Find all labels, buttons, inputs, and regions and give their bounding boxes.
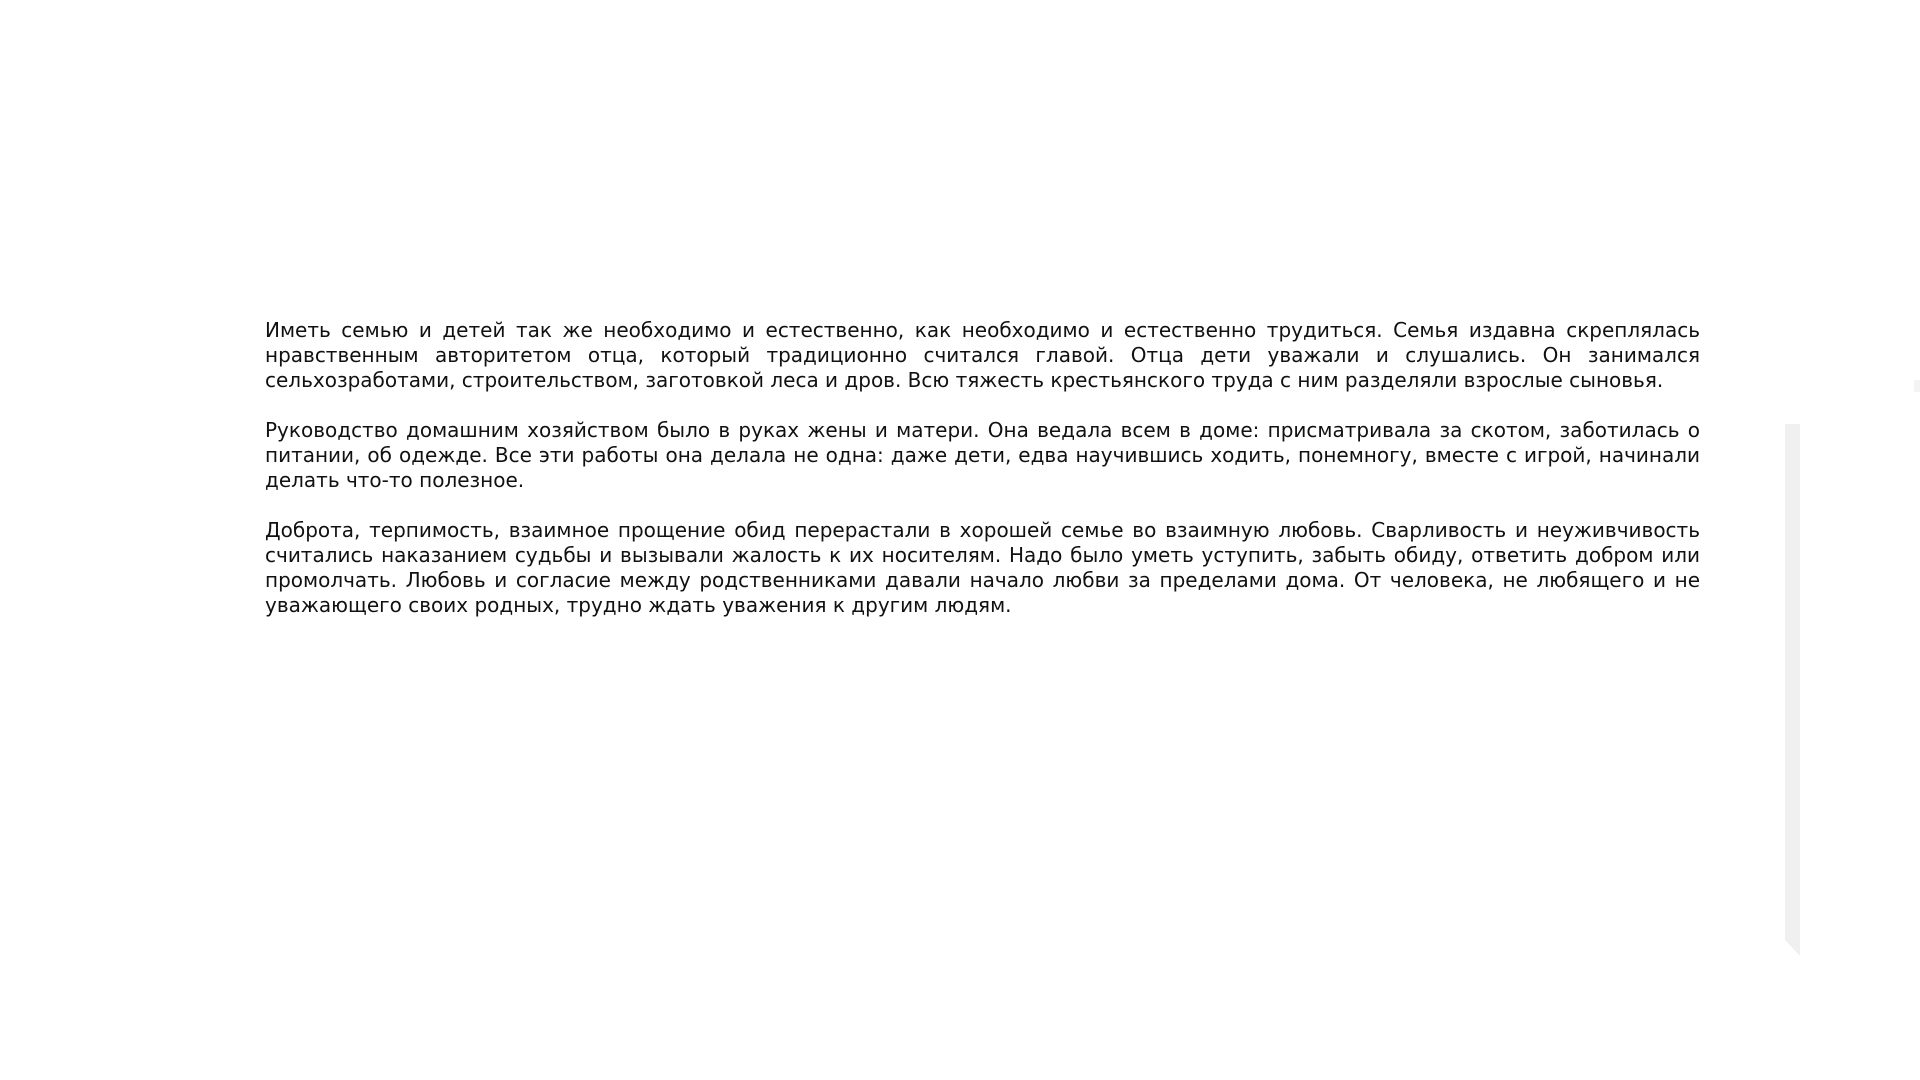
edge-artifact [1914, 380, 1920, 392]
paragraph-3: Доброта, терпимость, взаимное прощение обид перерастали в хорошей семье во взаимную любовь. Сварливость и неуживчивость считались наказанием судьбы и вызывали жалость к их носителям. Надо было уметь уступить, забыть обиду, ответить добром или промолчать. Любовь и согласие между родственниками давали начало любви за пределами дома. От человека, не любящего и не уважающего своих родных, трудно ждать уважения к другим людям. [265, 518, 1700, 617]
scrollbar-track[interactable] [1785, 424, 1800, 956]
document-body [265, 318, 1700, 643]
paragraph-2: Руководство домашним хозяйством было в руках жены и матери. Она ведала всем в доме: присматривала за скотом, заботилась о питании, об одежде. Все эти работы она делала не одна: даже дети, едва научившись ходить, понемногу, вместе с игрой, начинали делать что-то полезное. [265, 418, 1700, 492]
paragraph-1: Иметь семью и детей так же необходимо и естественно, как необходимо и естественно трудиться. Семья издавна скреплялась нравственным авторитетом отца, который традиционно считался главой. Отца дети уважали и слушались. Он занимался сельхозработами, строительством, заготовкой леса и дров. Всю тяжесть крестьянского труда с ним разделяли взрослые сыновья. [265, 318, 1700, 392]
